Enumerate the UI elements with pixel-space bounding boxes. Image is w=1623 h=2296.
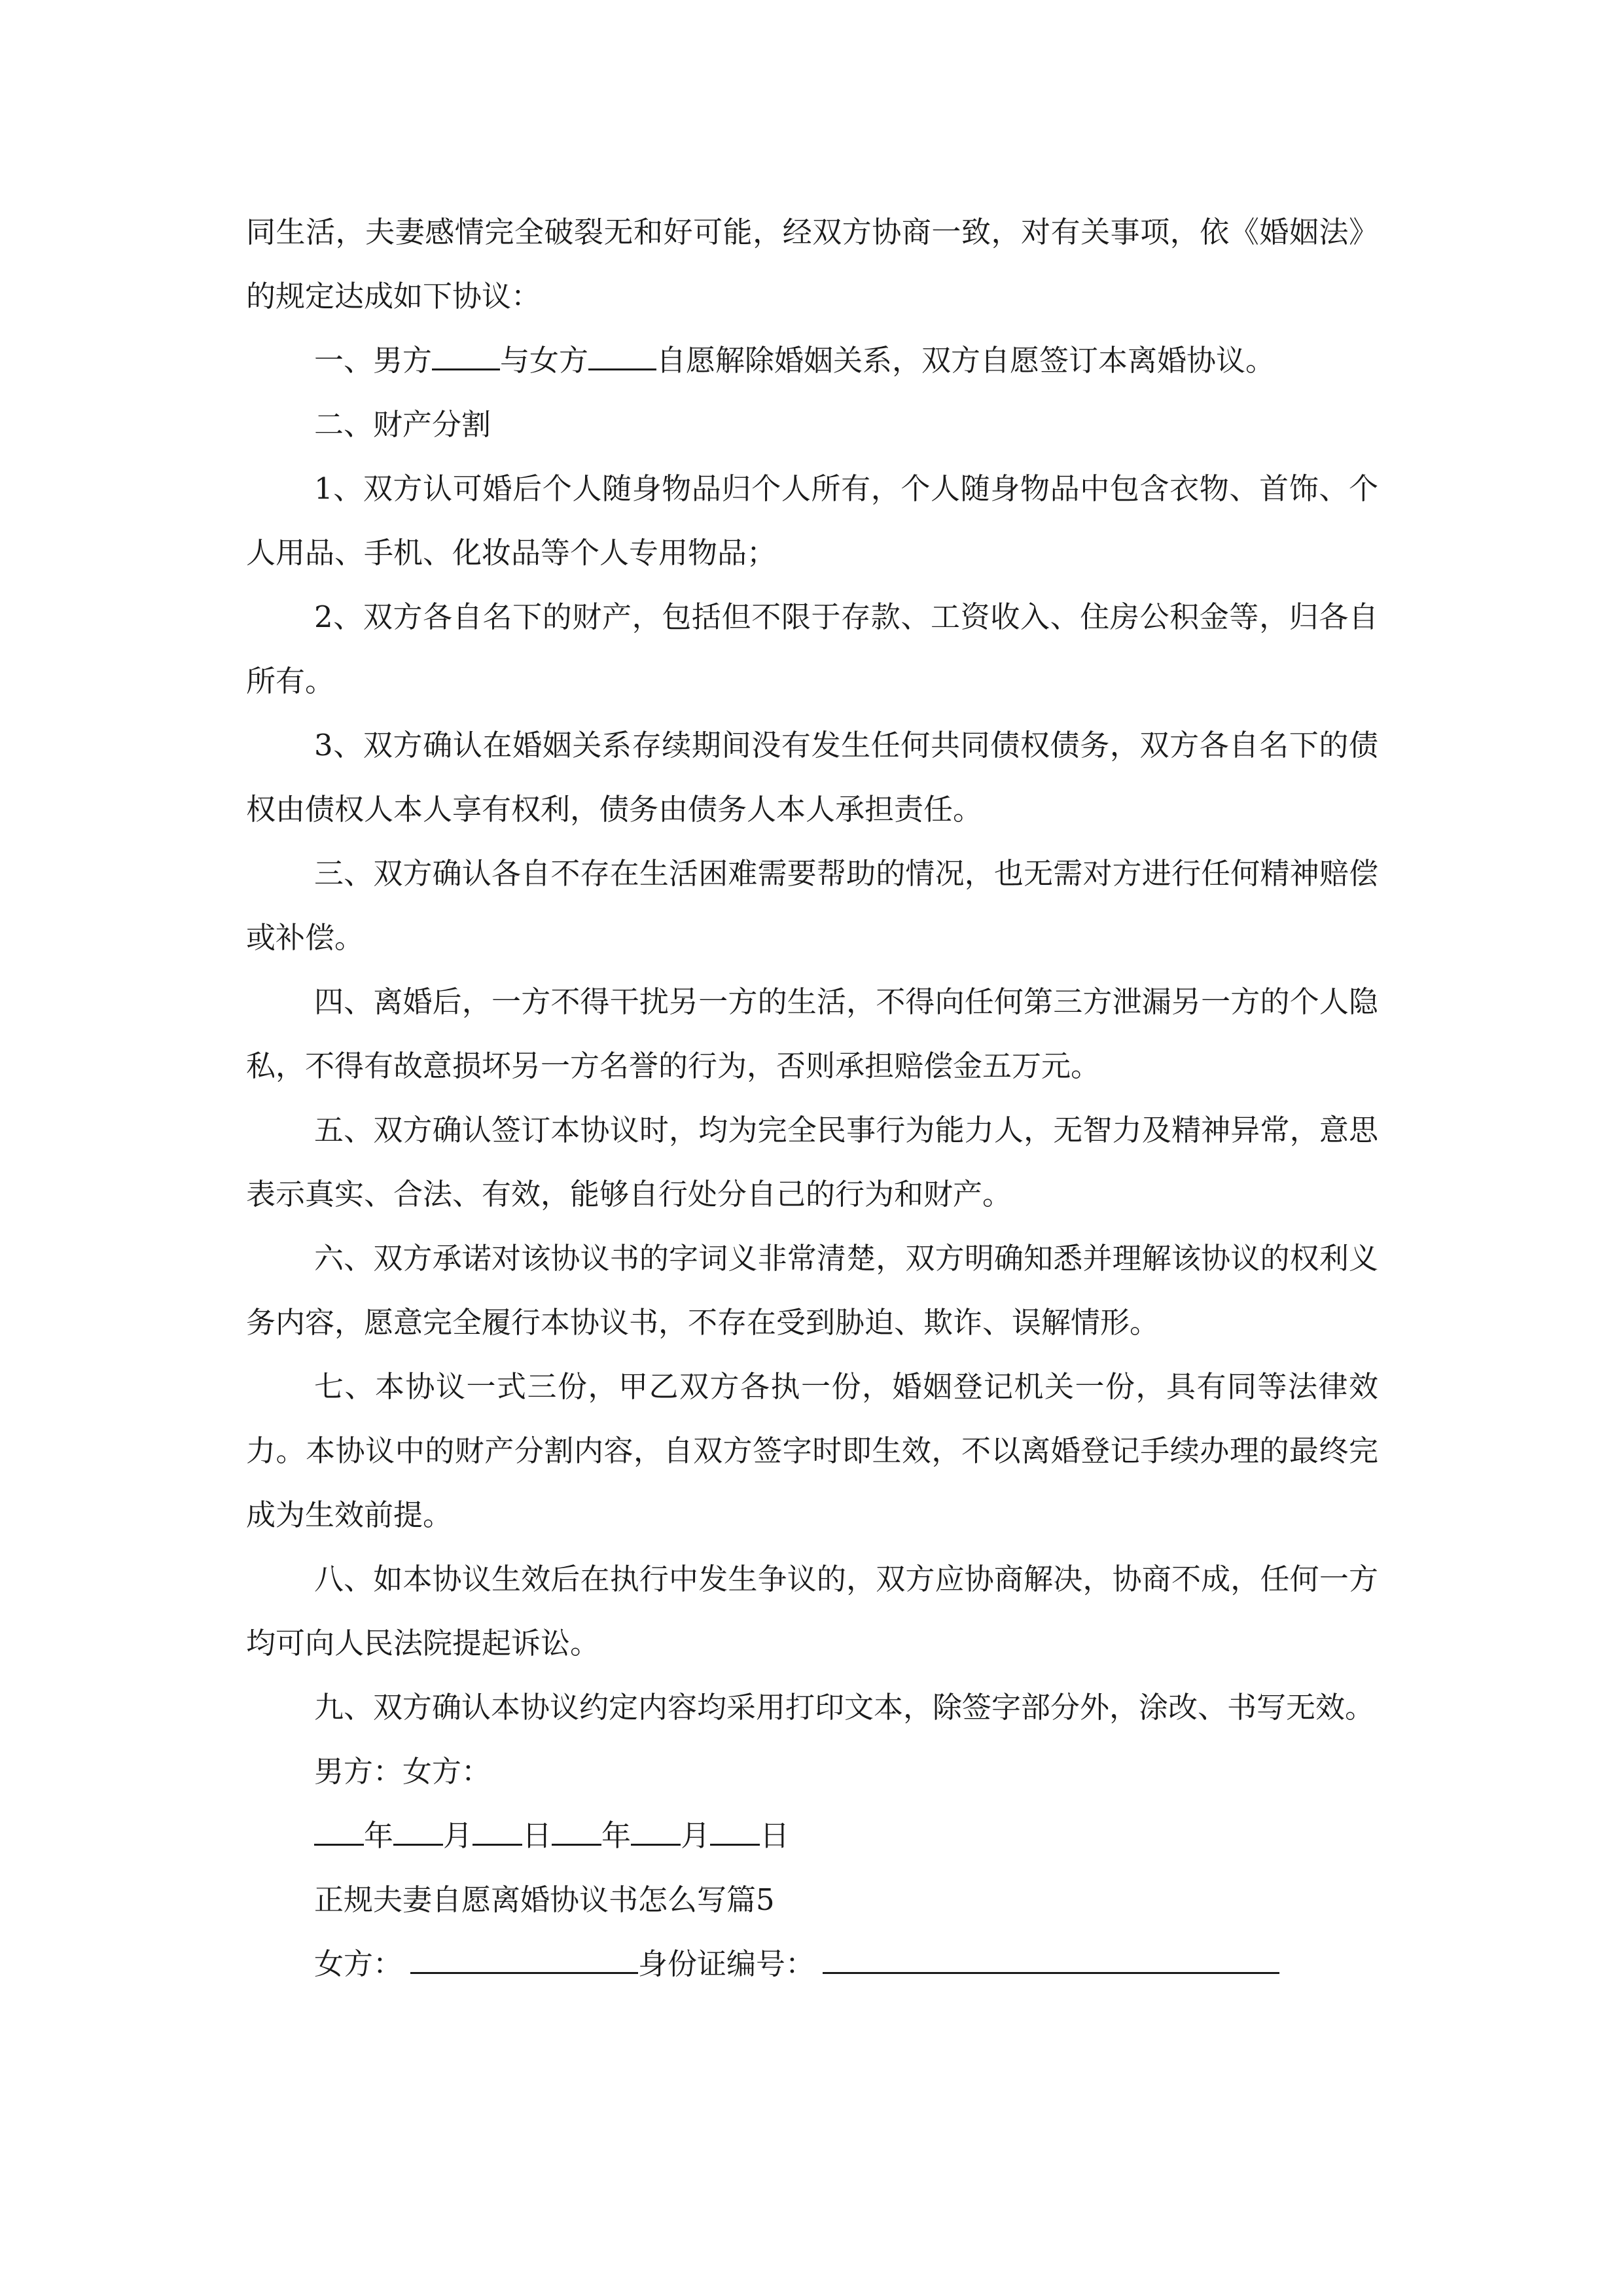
clause-1-part-c: 自愿解除婚姻关系，双方自愿签订本离婚协议。: [656, 343, 1275, 378]
day-label: 日: [760, 1818, 790, 1853]
male-name-blank[interactable]: [432, 342, 500, 370]
clause-2-item-2: 2、双方各自名下的财产，包括但不限于存款、工资收入、住房公积金等，归各自所有。: [246, 600, 1378, 698]
year-label: 年: [364, 1818, 394, 1853]
intro-paragraph: 同生活，夫妻感情完全破裂无和好可能，经双方协商一致，对有关事项，依《婚姻法》的规定达成如下协议：: [246, 215, 1378, 314]
clause-1: [246, 329, 1378, 393]
female-name-blank[interactable]: [588, 342, 656, 370]
clause-1-part-b: 与女方: [500, 343, 589, 378]
female-label: 女方：: [314, 1946, 403, 1981]
male-month-blank[interactable]: [393, 1818, 443, 1846]
clause-9: 九、双方确认本协议约定内容均采用打印文本，除签字部分外，涂改、书写无效。: [314, 1690, 1375, 1725]
clause-4: 四、离婚后，一方不得干扰另一方的生活，不得向任何第三方泄漏另一方的个人隐私，不得有故意损坏另一方名誉的行为，否则承担赔偿金五万元。: [246, 984, 1378, 1083]
female-name-field[interactable]: [410, 1946, 638, 1974]
form-line: [246, 1932, 1378, 1996]
clause-2-heading: 二、财产分割: [314, 407, 491, 442]
clause-6: 六、双方承诺对该协议书的字词义非常清楚，双方明确知悉并理解该协议的权利义务内容，愿意完全履行本协议书，不存在受到胁迫、欺诈、误解情形。: [246, 1241, 1378, 1340]
female-year-blank[interactable]: [552, 1818, 601, 1846]
clause-7: 七、本协议一式三份，甲乙双方各执一份，婚姻登记机关一份，具有同等法律效力。本协议中的财产分割内容，自双方签字时即生效，不以离婚登记手续办理的最终完成为生效前提。: [246, 1369, 1378, 1532]
male-year-blank[interactable]: [314, 1818, 364, 1846]
clause-1-part-a: 一、男方: [314, 343, 433, 378]
date-line: [246, 1804, 1378, 1868]
year-label: 年: [601, 1818, 632, 1853]
clause-2-item-3: 3、双方确认在婚姻关系存续期间没有发生任何共同债权债务，双方各自名下的债权由债权人本人享有权利，债务由债务人本人承担责任。: [246, 728, 1378, 827]
clause-8: 八、如本协议生效后在执行中发生争议的，双方应协商解决，协商不成，任何一方均可向人民法院提起诉讼。: [246, 1562, 1378, 1660]
female-month-blank[interactable]: [631, 1818, 681, 1846]
signature-line: 男方：女方：: [314, 1754, 491, 1789]
female-day-blank[interactable]: [710, 1818, 760, 1846]
month-label: 月: [681, 1818, 711, 1853]
id-number-field[interactable]: [823, 1946, 1279, 1974]
document-body: [246, 200, 1378, 1996]
day-label: 日: [522, 1818, 552, 1853]
clause-5: 五、双方确认签订本协议时，均为完全民事行为能力人，无智力及精神异常，意思表示真实、合法、有效，能够自行处分自己的行为和财产。: [246, 1113, 1378, 1211]
next-article-title: 正规夫妻自愿离婚协议书怎么写篇5: [314, 1882, 775, 1917]
clause-2-item-1: 1、双方认可婚后个人随身物品归个人所有，个人随身物品中包含衣物、首饰、个人用品、手机、化妆品等个人专用物品；: [246, 471, 1378, 570]
id-label: 身份证编号：: [638, 1946, 815, 1981]
month-label: 月: [443, 1818, 473, 1853]
clause-3: 三、双方确认各自不存在生活困难需要帮助的情况，也无需对方进行任何精神赔偿或补偿。: [246, 856, 1378, 955]
male-day-blank[interactable]: [473, 1818, 522, 1846]
